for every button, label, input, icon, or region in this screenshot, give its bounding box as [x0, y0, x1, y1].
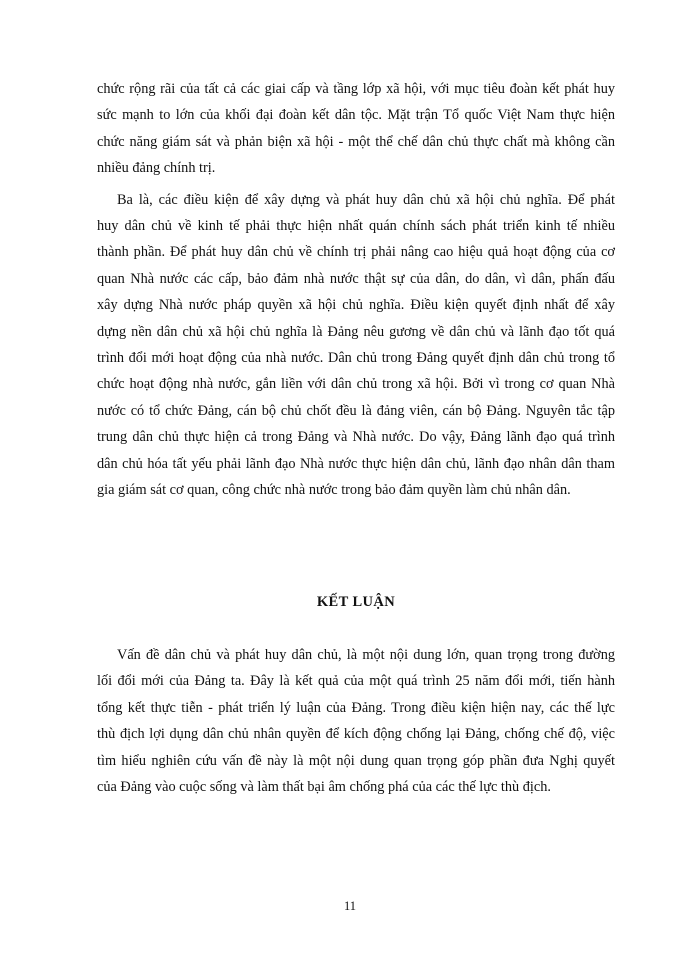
text-line: lối đổi mới của Đảng ta. Đây là kết quả của một quá trình 25 năm đổi mới, tiến hành	[97, 673, 615, 690]
text-line: dựng nền dân chủ xã hội chủ nghĩa là Đảng nêu gương về dân chủ và lãnh đạo tốt quá	[97, 323, 615, 340]
paragraph-continuation	[97, 76, 615, 182]
text-line: quan Nhà nước các cấp, bảo đảm nhà nước thật sự của dân, do dân, vì dân, phấn đấu	[97, 270, 615, 287]
text-line: huy dân chủ về kinh tế phải thực hiện nhất quán chính sách phát triển kinh tế nhiều	[97, 218, 615, 235]
paragraph-ba-la	[97, 187, 615, 504]
text-line: tìm hiểu nghiên cứu vấn đề này là một nội dung quan trọng góp phần đưa Nghị quyết	[97, 752, 615, 769]
body-text	[97, 76, 615, 504]
text-line: chức hoạt động nhà nước, gắn liền với dân chủ trong xã hội. Bởi vì trong cơ quan Nhà	[97, 376, 615, 393]
text-line: chức năng giám sát và phản biện xã hội - một thể chế dân chủ thực chất mà không cần	[97, 133, 615, 150]
conclusion-text	[97, 642, 615, 800]
paragraph-conclusion	[97, 642, 615, 800]
text-line: thù địch lợi dụng dân chủ nhân quyền để kích động chống lại Đảng, chống chế độ, việc	[97, 726, 615, 743]
text-line: Ba là, các điều kiện để xây dựng và phát huy dân chủ xã hội chủ nghĩa. Để phát	[117, 191, 615, 208]
text-line: xây dựng Nhà nước pháp quyền xã hội chủ nghĩa. Điều kiện quyết định nhất để xây	[97, 297, 615, 314]
text-line: nước có tổ chức Đảng, cán bộ chủ chốt đều là đảng viên, cán bộ Đảng. Nguyên tắc tập	[97, 402, 615, 419]
text-line: gia giám sát cơ quan, công chức nhà nước trong bảo đảm quyền làm chủ nhân dân.	[97, 482, 571, 499]
text-line: thành phần. Để phát huy dân chủ về chính trị phải nâng cao hiệu quả hoạt động của cơ	[97, 244, 615, 261]
text-line: chức rộng rãi của tất cả các giai cấp và tầng lớp xã hội, với mục tiêu đoàn kết phát huy	[97, 81, 615, 97]
text-line: nhiều đảng chính trị.	[97, 160, 216, 177]
text-line: trung dân chủ thực hiện cả trong Đảng và Nhà nước. Do vậy, Đảng lãnh đạo quá trình	[97, 429, 615, 446]
text-line: sức mạnh to lớn của khối đại đoàn kết dân tộc. Mặt trận Tổ quốc Việt Nam thực hiện	[97, 107, 615, 124]
text-line: Vấn đề dân chủ và phát huy dân chủ, là một nội dung lớn, quan trọng trong đường	[117, 647, 615, 663]
text-line: tổng kết thực tiễn - phát triển lý luận của Đảng. Trong điều kiện hiện nay, các thế lực	[97, 699, 615, 716]
page-number: 11	[343, 899, 357, 913]
text-line: dân chủ hóa tất yếu phải lãnh đạo Nhà nước thực hiện dân chủ, lãnh đạo nhân dân tham	[97, 455, 615, 472]
section-heading: KẾT LUẬN	[316, 594, 396, 610]
text-line: của Đảng vào cuộc sống và làm thất bại âm chống phá của các thế lực thù địch.	[97, 779, 551, 796]
text-line: trình đổi mới hoạt động của nhà nước. Dân chủ trong Đảng quyết định dân chủ trong tổ	[97, 350, 615, 367]
